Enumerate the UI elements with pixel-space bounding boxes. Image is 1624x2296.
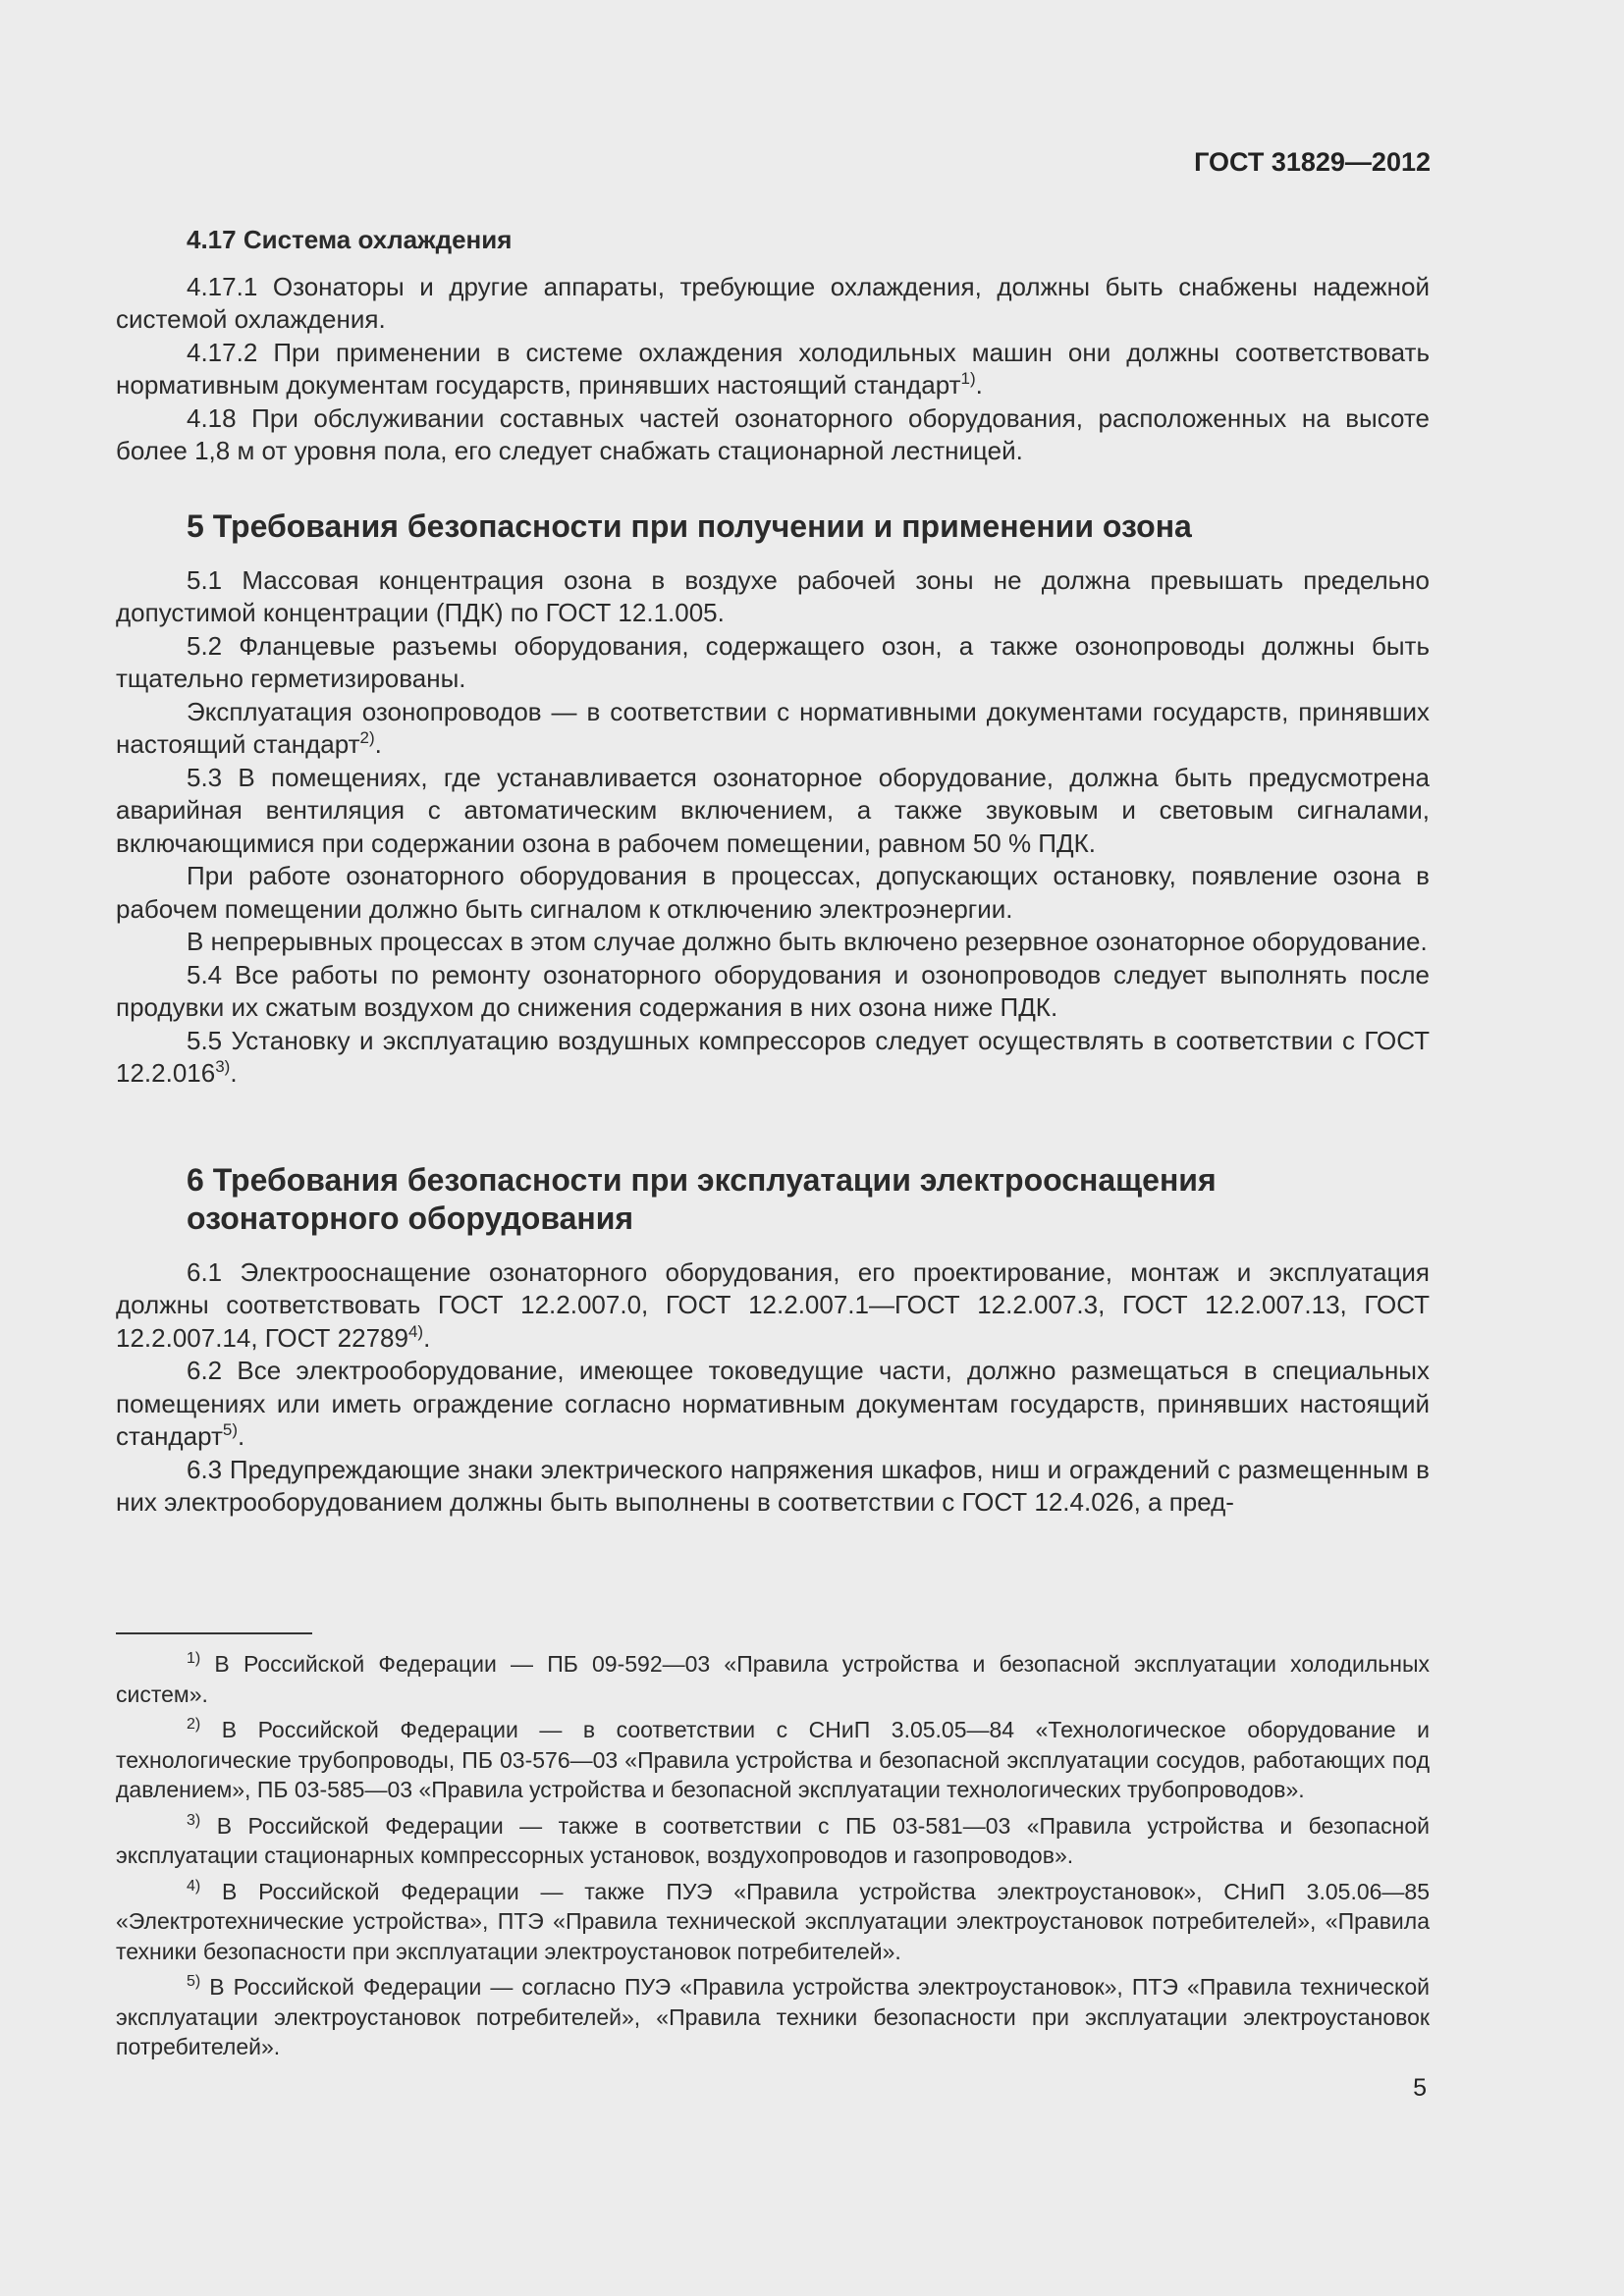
footnote-ref: 5) <box>222 1420 238 1439</box>
subsection-title-4-17: 4.17 Система охлаждения <box>187 225 513 254</box>
paragraph-6-3: 6.3 Предупреждающие знаки электрического напряжения шкафов, ниш и ограждений с размещенным в них электрооборудованием должны быть выполнены в соответствии с ГОСТ 12.4.026, а пред- <box>116 1454 1430 1517</box>
footnote-5: $^{5)}$ В Российской Федерации — согласно ПУЭ «Правила устройства электроустановок», ПТЭ «Правила технической эксплуатации электроустановок потребителей», «Правила техники безопасности при эксплуатации электроустановок потребителей». <box>116 1973 1431 2059</box>
footnotes <box>116 1649 1430 2068</box>
footnote-1: $^{1)}$ В Российской Федерации — ПБ 09-592—03 «Правила устройства и безопасной эксплуатации холодильных систем». <box>116 1650 1430 1707</box>
footnote-ref: 2) <box>359 728 375 747</box>
main-content <box>116 224 1430 1520</box>
paragraph-4-17-2: 4.17.2 При применении в системе охлаждения холодильных машин они должны соответствовать нормативным документам государств, принявших настоящий стандарт$^{1)}$. <box>116 337 1430 400</box>
document-code: ГОСТ 31829—2012 <box>1194 147 1431 177</box>
footnote-ref: 4) <box>407 1321 424 1341</box>
footnote-2: $^{2)}$ В Российской Федерации — в соответствии с СНиП 3.05.05—84 «Технологическое оборудование и технологические трубопроводы, ПБ 03-576—03 «Правила устройства и безопасной эксплуатации сосудов, работающих под давлением», ПБ 03-585—03 «Правила устройства и безопасной эксплуатации технологических трубопроводов». <box>116 1716 1431 1802</box>
paragraph-6-2: 6.2 Все электрооборудование, имеющее токоведущие части, должно размещаться в специальных помещениях или иметь ограждение согласно нормативным документам государств, принявших настоящий стандарт$^{5)}$. <box>116 1356 1430 1451</box>
paragraph-5-2-ops: Эксплуатация озонопроводов — в соответствии с нормативными документами государств, принявших настоящий стандарт$^{2)}$. <box>116 696 1430 759</box>
section-title-6-line2: озонаторного оборудования <box>187 1200 634 1236</box>
paragraph-5-2: 5.2 Фланцевые разъемы оборудования, содержащего озон, а также озонопроводы должны быть тщательно герметизированы. <box>116 630 1430 693</box>
footnote-ref: 3) <box>215 1057 231 1076</box>
paragraph-5-1: 5.1 Массовая концентрация озона в воздухе рабочей зоны не должна превышать предельно допустимой концентрации (ПДК) по ГОСТ 12.1.005. <box>116 564 1430 627</box>
paragraph-5-3-stop: При работе озонаторного оборудования в процессах, допускающих остановку, появление озона в рабочем помещении должно быть сигналом к отключению электроэнергии. <box>116 861 1430 924</box>
paragraph-5-3: 5.3 В помещениях, где устанавливается озонаторное оборудование, должна быть предусмотрена аварийная вентиляция с автоматическим включением, а также звуковым и световым сигналами, включающимися при содержании озона в рабочем помещении, равном 50 % ПДК. <box>116 762 1430 858</box>
page-number: 5 <box>1413 2074 1427 2102</box>
paragraph-4-18: 4.18 При обслуживании составных частей озонаторного оборудования, расположенных на высоте более 1,8 м от уровня пола, его следует снабжать стационарной лестницей. <box>116 402 1430 465</box>
footnote-3: $^{3)}$ В Российской Федерации — также в соответствии с ПБ 03-581—03 «Правила устройства и безопасной эксплуатации стационарных компрессорных установок, воздухопроводов и газопроводов». <box>116 1811 1431 1868</box>
paragraph-4-17-1: 4.17.1 Озонаторы и другие аппараты, требующие охлаждения, должны быть снабжены надежной системой охлаждения. <box>116 271 1430 334</box>
section-title-5: 5 Требования безопасности при получении и применении озона <box>187 507 1192 544</box>
section-title-6-line1: 6 Требования безопасности при эксплуатации электрооснащения <box>187 1161 1217 1198</box>
paragraph-5-4: 5.4 Все работы по ремонту озонаторного оборудования и озонопроводов следует выполнять после продувки их сжатым воздухом до снижения содержания в них озона ниже ПДК. <box>116 959 1430 1022</box>
paragraph-5-5: 5.5 Установку и эксплуатацию воздушных компрессоров следует осуществлять в соответствии с ГОСТ 12.2.016$^{3)}$. <box>116 1025 1430 1088</box>
footnote-4: $^{4)}$ В Российской Федерации — также ПУЭ «Правила устройства электроустановок», СНиП 3.05.06—85 «Электротехнические устройства», ПТЭ «Правила технической эксплуатации электроустановок потребителей», «Правила техники безопасности при эксплуатации электроустановок потребителей». <box>116 1877 1430 1964</box>
footnote-ref: 1) <box>960 369 976 388</box>
paragraph-5-3-continuous: В непрерывных процессах в этом случае должно быть включено резервное озонаторное оборудование. <box>187 927 1428 956</box>
footnote-divider <box>116 1632 312 1634</box>
paragraph-6-1: 6.1 Электрооснащение озонаторного оборудования, его проектирование, монтаж и эксплуатация должны соответствовать ГОСТ 12.2.007.0, ГОСТ 12.2.007.1—ГОСТ 12.2.007.3, ГОСТ 12.2.007.13, ГОСТ 12.2.007.14, ГОСТ 22789$^{4)}$. <box>116 1256 1430 1353</box>
